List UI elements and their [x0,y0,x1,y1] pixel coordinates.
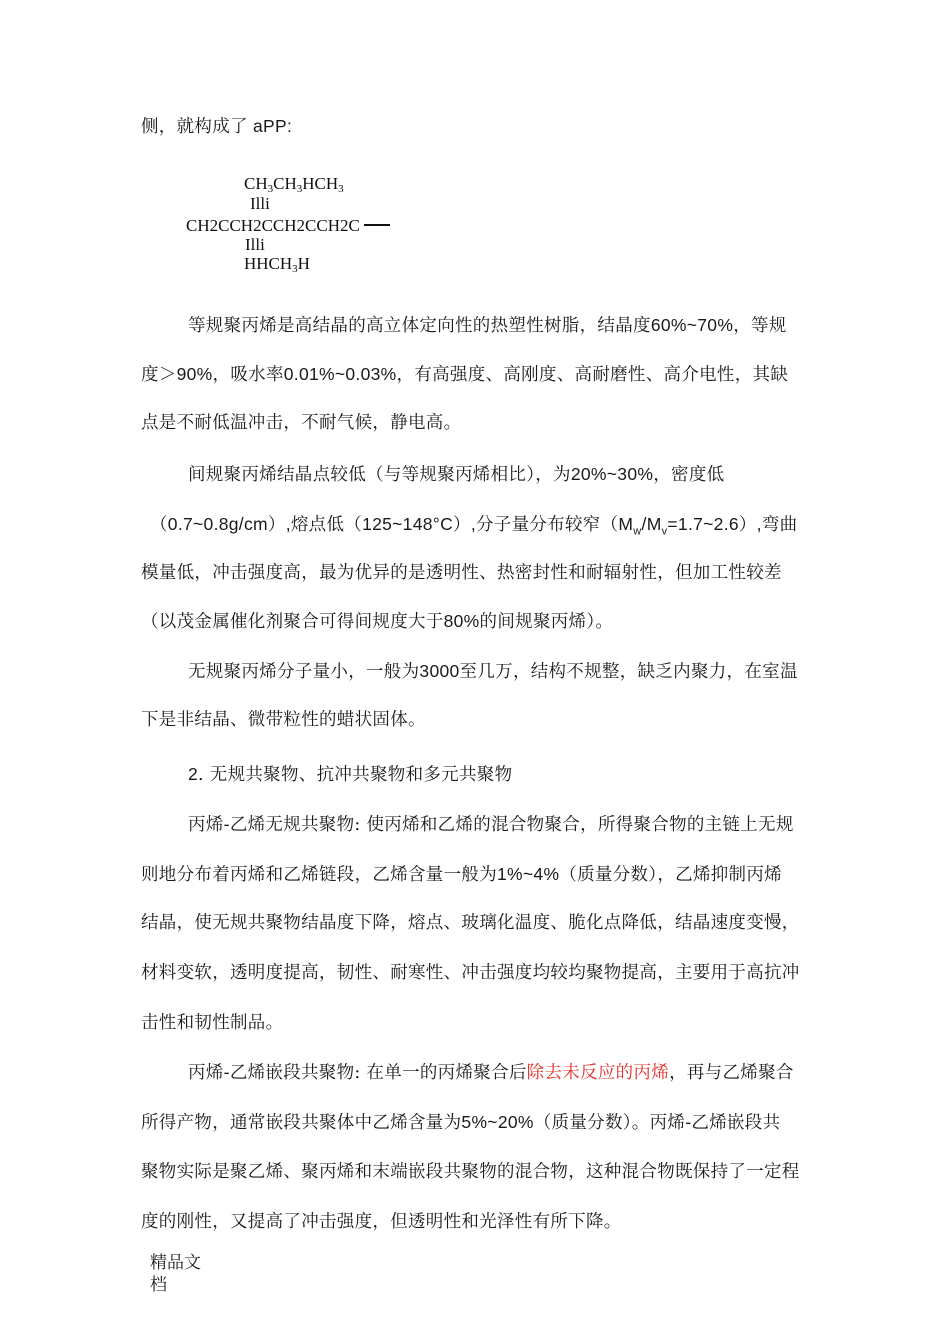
p3-line-1: 无规聚丙烯分子量小，一般为3000至几万，结构不规整，缺乏内聚力，在室温 [188,661,798,682]
p5-line-2: 所得产物，通常嵌段共聚体中乙烯含量为5%~20%（质量分数）。丙烯-乙烯嵌段共 [141,1112,781,1133]
p1-line-2: 度＞90%，吸水率0.01%~0.03%，有高强度、高刚度、高耐磨性、高介电性，其缺 [141,364,789,385]
p5-line-1: 丙烯-乙烯嵌段共聚物: 在单一的丙烯聚合后除去未反应的丙烯，再与乙烯聚合 [188,1063,794,1083]
footer-watermark [150,1252,201,1296]
p2-line-3: 模量低，冲击强度高，最为优异的是透明性、热密封性和耐辐射性，但加工性较差 [141,563,782,583]
formula-line-2: Illi [250,194,270,213]
footer-line-2: 档 [150,1275,167,1295]
formula-line-3: CH2CCH2CCH2CCH2C [186,216,390,236]
footer-line-1: 精品文 [150,1253,201,1273]
highlighted-text: 除去未反应的丙烯 [526,1063,670,1083]
p5-line-3: 聚物实际是聚乙烯、聚丙烯和末端嵌段共聚物的混合物，这种混合物既保持了一定程 [141,1162,800,1182]
p1-line-3: 点是不耐低温冲击，不耐气候，静电高。 [141,413,462,433]
intro-app: aPP: [247,116,293,136]
formula-line-5: $HHCH_3H$ [244,254,310,275]
p1-line-1: 等规聚丙烯是高结晶的高立体定向性的热塑性树脂，结晶度60%~70%，等规 [188,315,787,336]
section-heading: 2. 无规共聚物、抗冲共聚物和多元共聚物 [188,764,513,785]
p3-line-2: 下是非结晶、微带粒性的蜡状固体。 [141,710,426,730]
intro-text: 侧，就构成了 [141,117,248,137]
bond-dash-icon [364,224,390,226]
formula-line-1: $CH_3CH_3HCH_3$ [244,174,344,195]
p2-line-2: （0.7~0.8g/cm）,熔点低（125~148°C）,分子量分布较窄$(M_w/M_v=1.7\sim 2.6)$,弯曲 [150,514,798,538]
p4-line-3: 结晶，使无规共聚物结晶度下降，熔点、玻璃化温度、脆化点降低，结晶速度变慢， [141,913,800,933]
p4-line-4: 材料变软，透明度提高，韧性、耐寒性、冲击强度均较均聚物提高，主要用于高抗冲 [141,963,800,983]
p5-line-4: 度的刚性，又提高了冲击强度，但透明性和光泽性有所下降。 [141,1212,622,1232]
p4-line-1: 丙烯-乙烯无规共聚物: 使丙烯和乙烯的混合物聚合，所得聚合物的主链上无规 [188,815,794,835]
intro-line [141,114,292,139]
p2-line-1: 间规聚丙烯结晶点较低（与等规聚丙烯相比），为20%~30%，密度低 [188,464,725,485]
p4-line-2: 则地分布着丙烯和乙烯链段，乙烯含量一般为1%~4%（质量分数），乙烯抑制丙烯 [141,864,782,885]
formula-line-4: Illi [245,235,265,254]
p4-line-5: 击性和韧性制品。 [141,1013,284,1033]
p2-line-4: （以茂金属催化剂聚合可得间规度大于80%的间规聚丙烯）。 [141,611,614,632]
